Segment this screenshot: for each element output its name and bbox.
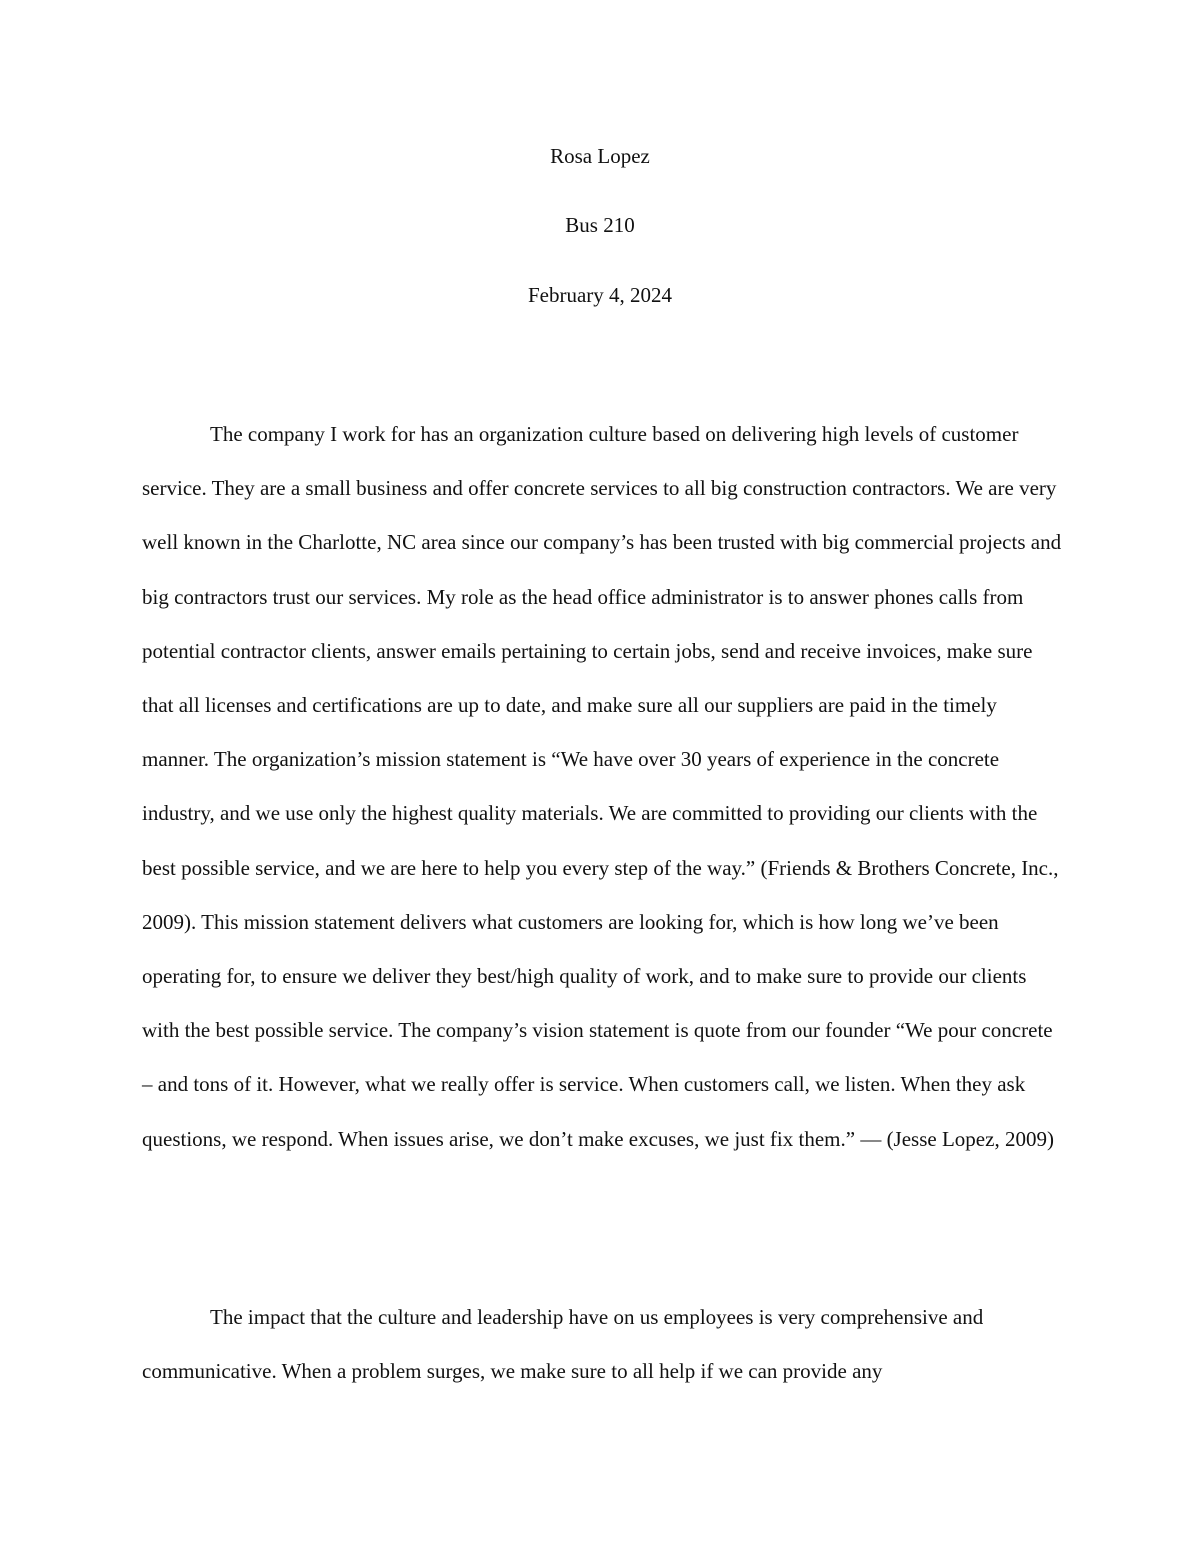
- author-name: Rosa Lopez: [550, 144, 650, 168]
- body-paragraph-1: [142, 407, 1062, 1166]
- body-paragraph-2: [142, 1290, 1062, 1398]
- course-name: Bus 210: [565, 213, 635, 237]
- document-date: February 4, 2024: [527, 283, 673, 307]
- paragraph-2-text: The impact that the culture and leadership have on us employees is very comprehensive and communicative. When a problem surges, we make sure to all help if we can provide any: [142, 1305, 984, 1384]
- paragraph-1-text: The company I work for has an organization culture based on delivering high levels of customer service. They are a small business and offer concrete services to all big construction contractors. We are very well known in the Charlotte, NC area since our company’s has been trusted with big commercial projects and big contractors trust our services. My role as the head office administrator is to answer phones calls from potential contractor clients, answer emails pertaining to certain jobs, send and receive invoices, make sure that all licenses and certifications are up to date, and make sure all our suppliers are paid in the timely manner. The organization’s mission statement is “We have over 30 years of experience in the concrete industry, and we use only the highest quality materials. We are committed to providing our clients with the best possible service, and we are here to help you every step of the way.” (Friends & Brothers Concrete, Inc., 2009). This mission statement delivers what customers are looking for, which is how long we’ve been operating for, to ensure we deliver they best/high quality of work, and to make sure to provide our clients with the best possible service. The company’s vision statement is quote from our founder “We pour concrete – and tons of it. However, what we really offer is service. When customers call, we listen. When they ask questions, we respond. When issues arise, we don’t make excuses, we just fix them.” ― (Jesse Lopez, 2009): [142, 422, 1062, 1151]
